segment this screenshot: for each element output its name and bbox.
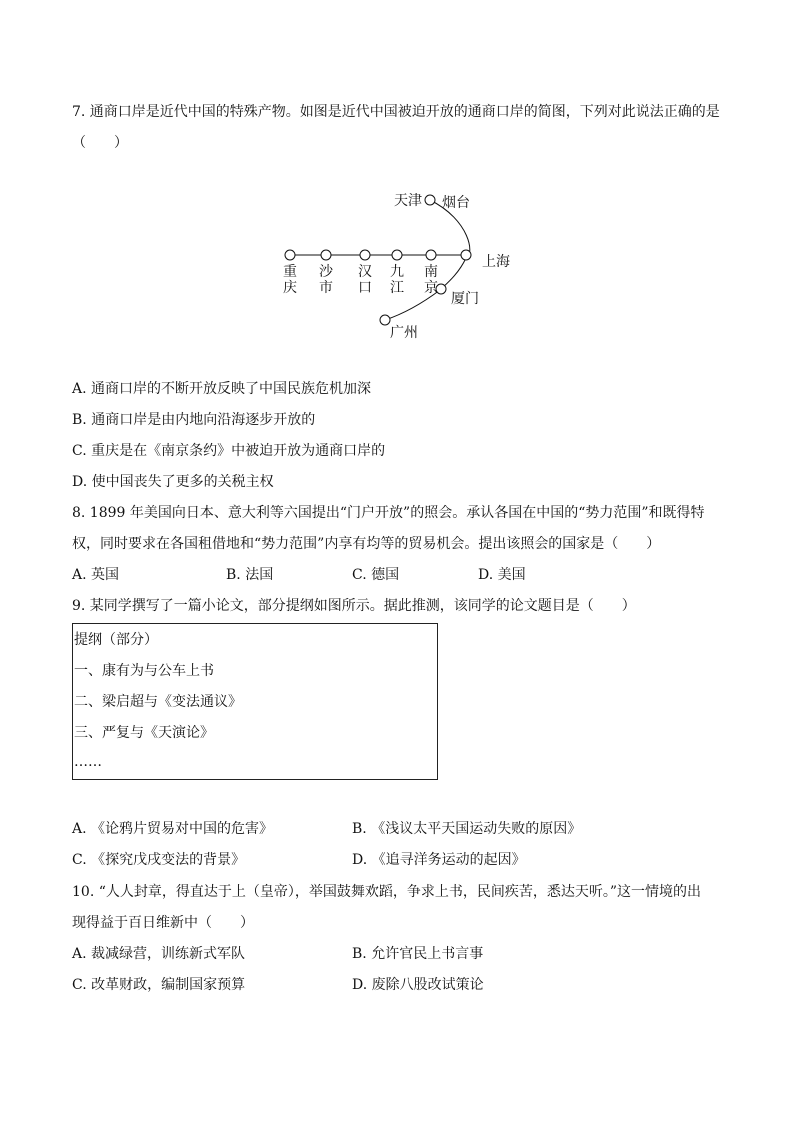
label-xiamen: 厦门 <box>451 291 479 307</box>
jiujiang-node <box>392 250 402 260</box>
q10-option-a[interactable]: A. 裁减绿营，训练新式军队 <box>72 946 246 962</box>
q8-stem-line2: 权，同时要求在各国租借地和“势力范围”内享有均等的贸易机会。提出该照会的国家是（ ） <box>72 536 661 552</box>
shashi-node <box>321 250 331 260</box>
label-tianjin: 天津 <box>394 193 422 209</box>
q10-option-c[interactable]: C. 改革财政，编制国家预算 <box>72 977 246 993</box>
label-nanjing-2: 京 <box>424 280 438 296</box>
q7-stem-line2: （ ） <box>72 135 128 151</box>
q8-option-a[interactable]: A. 英国 <box>72 567 120 583</box>
label-shanghai: 上海 <box>482 254 510 270</box>
treaty-ports-diagram <box>270 180 530 350</box>
q7-option-d[interactable]: D. 使中国丧失了更多的关税主权 <box>72 474 274 490</box>
q7-stem-line1: 7. 通商口岸是近代中国的特殊产物。如图是近代中国被迫开放的通商口岸的简图，下列对此说法正确的是 <box>72 104 720 120</box>
outline-ellipsis: …… <box>74 754 102 770</box>
label-shashi-1: 沙 <box>319 264 333 280</box>
nanjing-node <box>426 250 436 260</box>
q9-option-a[interactable]: A. 《论鸦片贸易对中国的危害》 <box>72 821 274 837</box>
outline-box <box>72 623 438 780</box>
q8-option-b[interactable]: B. 法国 <box>226 567 274 583</box>
q10-option-d[interactable]: D. 废除八股改试策论 <box>352 977 484 993</box>
label-chongqing-1: 重 <box>283 264 297 280</box>
label-jiujiang-2: 江 <box>390 280 404 296</box>
outline-item: 二、梁启超与《变法通议》 <box>74 694 242 710</box>
q9-option-d[interactable]: D. 《追寻洋务运动的起因》 <box>352 852 526 868</box>
outline-item: 一、康有为与公车上书 <box>74 663 214 679</box>
q10-stem-line1: 10. “人人封章，得直达于上（皇帝），举国鼓舞欢蹈，争求上书，民间疾苦，悉达天听。”这一情境的出 <box>72 884 702 900</box>
label-chongqing-2: 庆 <box>283 280 297 296</box>
hankou-node <box>360 250 370 260</box>
shanghai-node <box>461 250 471 260</box>
q9-option-c[interactable]: C. 《探究戊戌变法的背景》 <box>72 852 246 868</box>
q10-option-b[interactable]: B. 允许官民上书言事 <box>352 946 484 962</box>
q7-option-c[interactable]: C. 重庆是在《南京条约》中被迫开放为通商口岸的 <box>72 443 386 459</box>
label-guangzhou: 广州 <box>390 325 418 341</box>
q8-stem-line1: 8. 1899 年美国向日本、意大利等六国提出“门户开放”的照会。承认各国在中国的“势力范围”和既得特 <box>72 505 705 521</box>
outline-title: 提纲（部分） <box>74 632 158 648</box>
q9-stem: 9. 某同学撰写了一篇小论文，部分提纲如图所示。据此推测，该同学的论文题目是（ ） <box>72 598 636 614</box>
label-jiujiang-1: 九 <box>390 264 404 280</box>
outline-item: 三、严复与《天演论》 <box>74 725 214 741</box>
q9-option-b[interactable]: B. 《浅议太平天国运动失败的原因》 <box>352 821 582 837</box>
tianjin-node <box>425 195 435 205</box>
label-yantai: 烟台 <box>442 195 470 211</box>
q7-option-b[interactable]: B. 通商口岸是由内地向沿海逐步开放的 <box>72 412 316 428</box>
q7-option-a[interactable]: A. 通商口岸的不断开放反映了中国民族危机加深 <box>72 381 372 397</box>
label-hankou-1: 汉 <box>358 264 372 280</box>
label-nanjing-1: 南 <box>424 264 438 280</box>
label-hankou-2: 口 <box>358 280 372 296</box>
chongqing-node <box>285 250 295 260</box>
q8-option-c[interactable]: C. 德国 <box>352 567 400 583</box>
q8-option-d[interactable]: D. 美国 <box>478 567 526 583</box>
q10-stem-line2: 现得益于百日维新中（ ） <box>72 915 254 931</box>
guangzhou-node <box>380 315 390 325</box>
label-shashi-2: 市 <box>319 280 333 296</box>
